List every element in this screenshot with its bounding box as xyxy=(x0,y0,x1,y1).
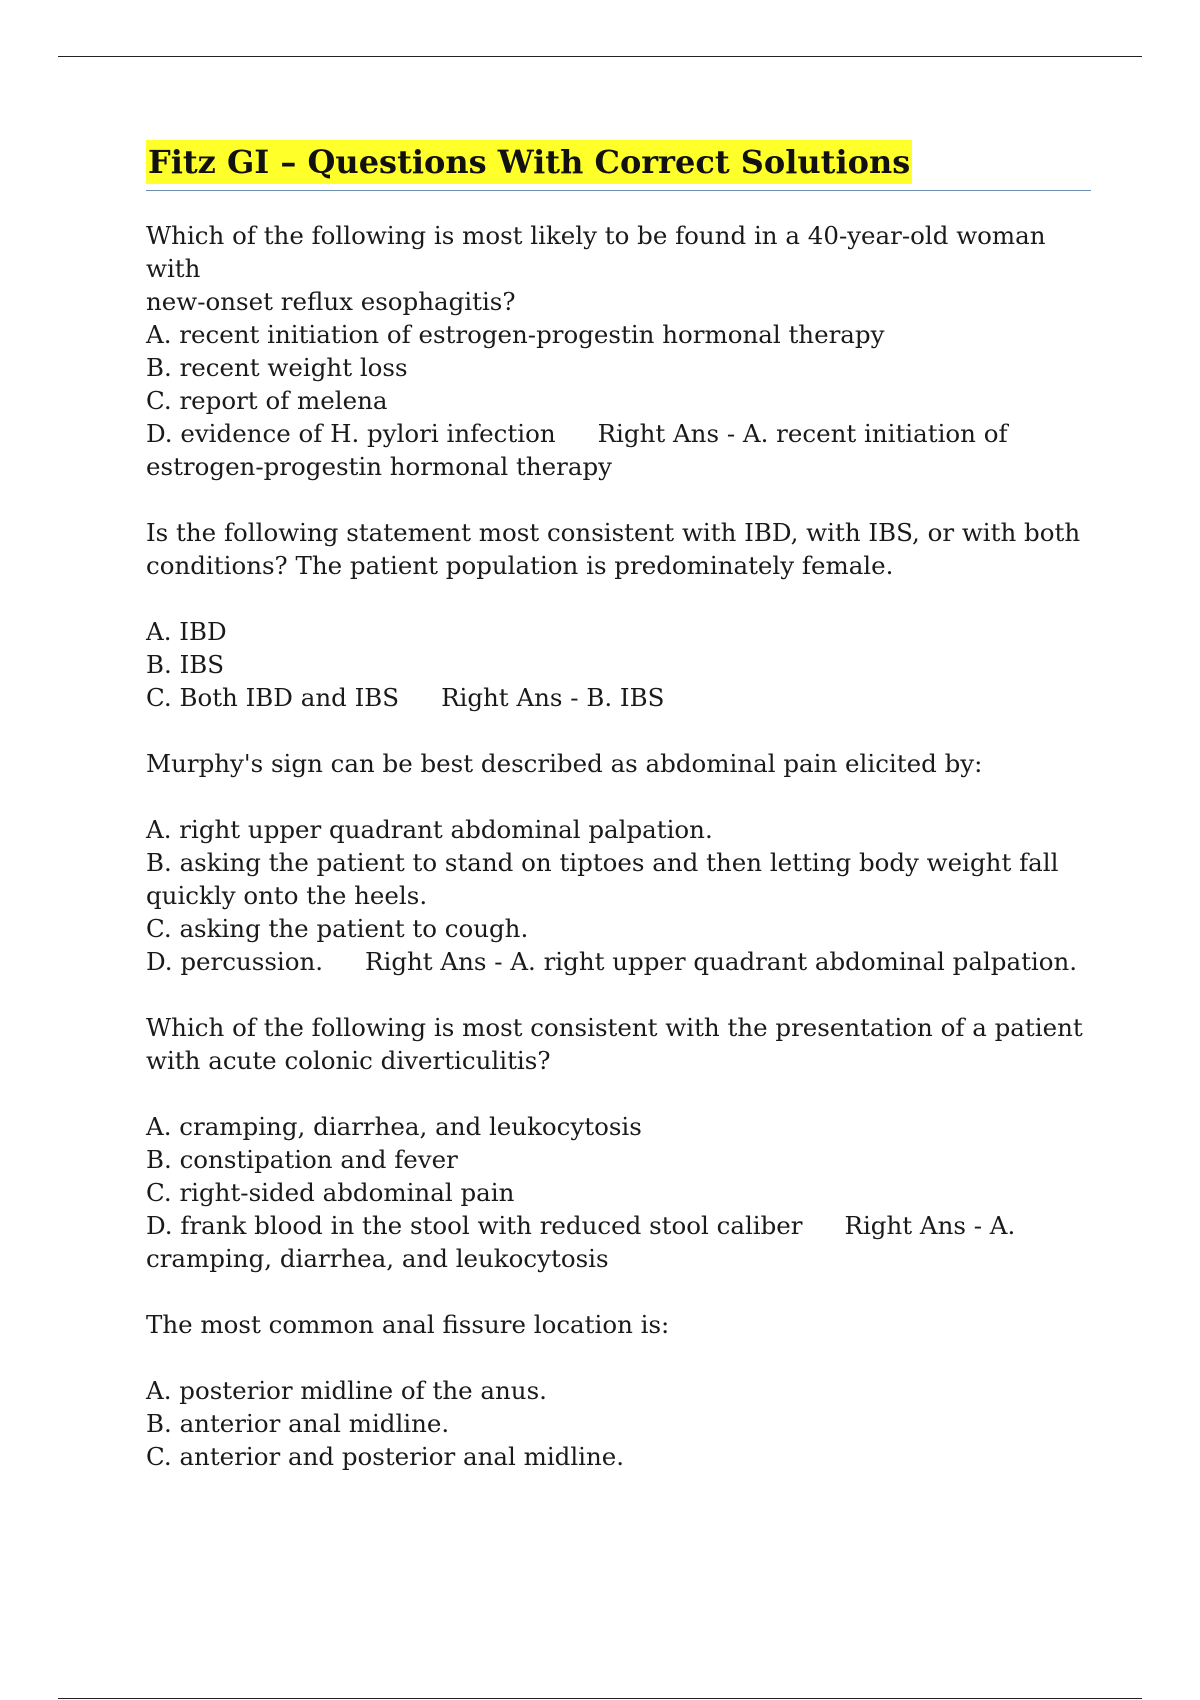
question-4-option-a: A. cramping, diarrhea, and leukocytosis xyxy=(146,1112,642,1141)
question-2-option-a: A. IBD xyxy=(146,617,227,646)
question-1-stem-line-2: new-onset reflux esophagitis? xyxy=(146,287,516,316)
question-3-option-a: A. right upper quadrant abdominal palpation. xyxy=(146,815,713,844)
question-3 xyxy=(146,747,1091,978)
question-5-option-c: C. anterior and posterior anal midline. xyxy=(146,1442,625,1471)
top-rule xyxy=(58,56,1142,57)
question-1-answer: Right Ans - A. recent initiation of xyxy=(597,419,1008,448)
question-2-answer: Right Ans - B. IBS xyxy=(441,683,665,712)
question-1-answer-cont: estrogen-progestin hormonal therapy xyxy=(146,452,612,481)
question-3-option-d: D. percussion. xyxy=(146,947,324,976)
question-3-answer: Right Ans - A. right upper quadrant abdominal palpation. xyxy=(365,947,1078,976)
question-1-option-d: D. evidence of H. pylori infection xyxy=(146,419,556,448)
question-3-option-b-line-1: B. asking the patient to stand on tiptoes and then letting body weight fall xyxy=(146,848,1059,877)
document-body xyxy=(146,140,1091,1473)
spacer xyxy=(146,1275,1091,1308)
bottom-rule xyxy=(58,1698,1142,1699)
question-4-stem-line-2: with acute colonic diverticulitis? xyxy=(146,1046,551,1075)
spacer xyxy=(146,483,1091,516)
question-1 xyxy=(146,219,1091,483)
question-3-option-d-row xyxy=(146,945,1091,978)
question-2-stem-line-2: conditions? The patient population is predominately female. xyxy=(146,551,894,580)
question-4-answer-cont: cramping, diarrhea, and leukocytosis xyxy=(146,1244,609,1273)
question-4-answer: Right Ans - A. xyxy=(844,1211,1016,1240)
question-4 xyxy=(146,1011,1091,1275)
question-5-option-a: A. posterior midline of the anus. xyxy=(146,1376,547,1405)
question-1-option-c: C. report of melena xyxy=(146,386,388,415)
page-title: Fitz GI – Questions With Correct Solutions xyxy=(146,140,912,184)
spacer xyxy=(146,1341,1091,1374)
question-2-stem-line-1: Is the following statement most consistent with IBD, with IBS, or with both xyxy=(146,518,1081,547)
question-2 xyxy=(146,516,1091,714)
question-1-option-a: A. recent initiation of estrogen-progestin hormonal therapy xyxy=(146,320,885,349)
spacer xyxy=(146,582,1091,615)
question-3-option-b-line-2: quickly onto the heels. xyxy=(146,881,428,910)
question-3-stem: Murphy's sign can be best described as abdominal pain elicited by: xyxy=(146,749,983,778)
question-4-option-d-row xyxy=(146,1209,1091,1242)
question-3-option-c: C. asking the patient to cough. xyxy=(146,914,529,943)
question-4-stem-line-1: Which of the following is most consistent with the presentation of a patient xyxy=(146,1013,1083,1042)
question-1-option-b: B. recent weight loss xyxy=(146,353,408,382)
spacer xyxy=(146,978,1091,1011)
question-1-stem-line-1: Which of the following is most likely to be found in a 40-year-old woman with xyxy=(146,221,1054,283)
question-1-option-d-row xyxy=(146,417,1091,450)
question-2-option-b: B. IBS xyxy=(146,650,225,679)
question-2-option-c: C. Both IBD and IBS xyxy=(146,683,400,712)
question-4-option-b: B. constipation and fever xyxy=(146,1145,458,1174)
title-block xyxy=(146,140,1091,191)
spacer xyxy=(146,780,1091,813)
question-5-option-b: B. anterior anal midline. xyxy=(146,1409,450,1438)
spacer xyxy=(146,714,1091,747)
question-2-option-c-row xyxy=(146,681,1091,714)
question-5-stem: The most common anal fissure location is: xyxy=(146,1310,670,1339)
question-4-option-c: C. right-sided abdominal pain xyxy=(146,1178,515,1207)
question-5 xyxy=(146,1308,1091,1473)
spacer xyxy=(146,1077,1091,1110)
question-4-option-d: D. frank blood in the stool with reduced stool caliber xyxy=(146,1211,803,1240)
